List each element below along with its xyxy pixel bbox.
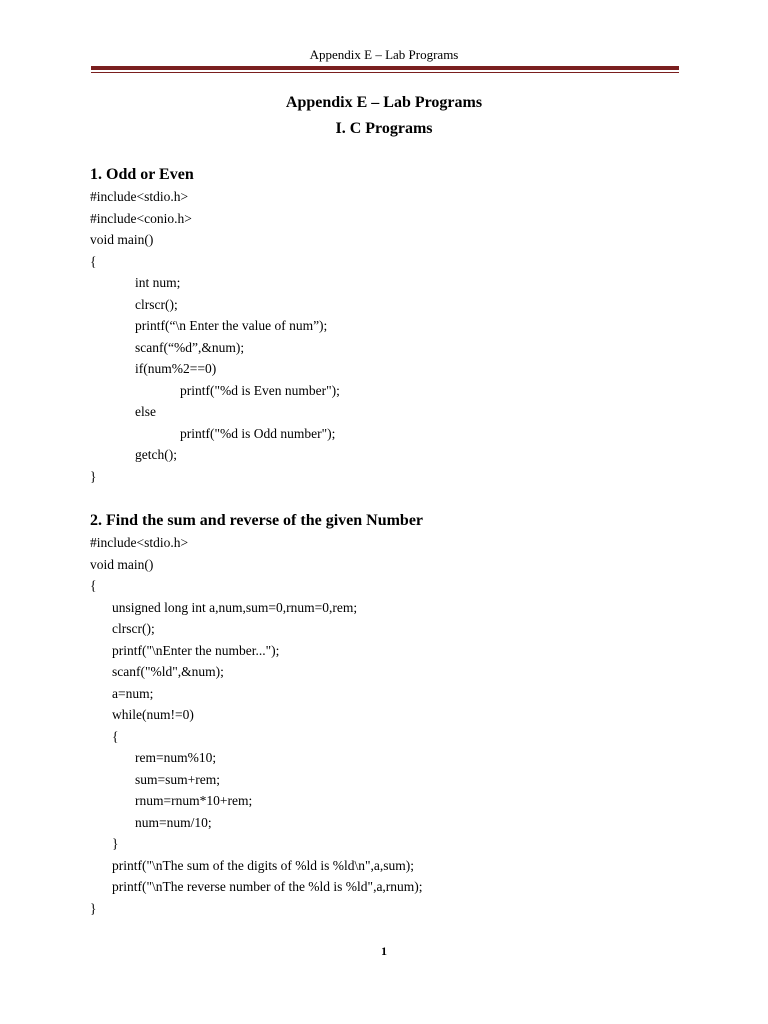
running-header: Appendix E – Lab Programs — [309, 47, 459, 62]
code-line: { — [90, 254, 97, 269]
code-line: #include<stdio.h> — [90, 535, 189, 550]
page-title: Appendix E – Lab Programs — [285, 94, 483, 111]
code-line: while(num!=0) — [112, 707, 194, 722]
code-line: } — [112, 836, 119, 851]
code-line: printf("\nThe sum of the digits of %ld is %ld\n",a,sum); — [112, 858, 414, 873]
code-line: else — [135, 404, 156, 419]
code-line: { — [112, 729, 119, 744]
section-heading-odd-even: 1. Odd or Even — [90, 166, 194, 183]
code-line: printf("%d is Odd number"); — [180, 426, 336, 441]
code-line: rem=num%10; — [135, 750, 217, 765]
code-line: printf(“\n Enter the value of num”); — [135, 318, 328, 333]
page-number: 1 — [381, 944, 387, 958]
code-line: sum=sum+rem; — [135, 772, 220, 787]
code-line: num=num/10; — [135, 815, 212, 830]
code-line: #include<stdio.h> — [90, 189, 189, 204]
code-line: void main() — [90, 232, 154, 247]
code-line: void main() — [90, 557, 154, 572]
code-line: if(num%2==0) — [135, 361, 217, 376]
code-line: int num; — [135, 275, 181, 290]
code-line: } — [90, 901, 97, 916]
code-line: a=num; — [112, 686, 154, 701]
code-line: } — [90, 469, 97, 484]
header-rule-thick — [91, 66, 679, 70]
code-line: #include<conio.h> — [90, 211, 192, 226]
code-line: printf("\nThe reverse number of the %ld is %ld",a,rnum); — [112, 879, 423, 894]
code-line: printf("%d is Even number"); — [180, 383, 340, 398]
code-line: { — [90, 578, 97, 593]
code-line: clrscr(); — [135, 297, 178, 312]
code-line: getch(); — [135, 447, 177, 462]
code-line: clrscr(); — [112, 621, 155, 636]
page-subtitle: I. C Programs — [335, 120, 433, 137]
code-line: scanf("%ld",&num); — [112, 664, 224, 679]
header-rule-thin — [91, 72, 679, 73]
code-line: unsigned long int a,num,sum=0,rnum=0,rem; — [112, 600, 358, 615]
code-line: printf("\nEnter the number..."); — [112, 643, 280, 658]
code-line: rnum=rnum*10+rem; — [135, 793, 253, 808]
code-line: scanf(“%d”,&num); — [135, 340, 245, 355]
section-heading-sum-reverse: 2. Find the sum and reverse of the given Number — [90, 512, 424, 529]
